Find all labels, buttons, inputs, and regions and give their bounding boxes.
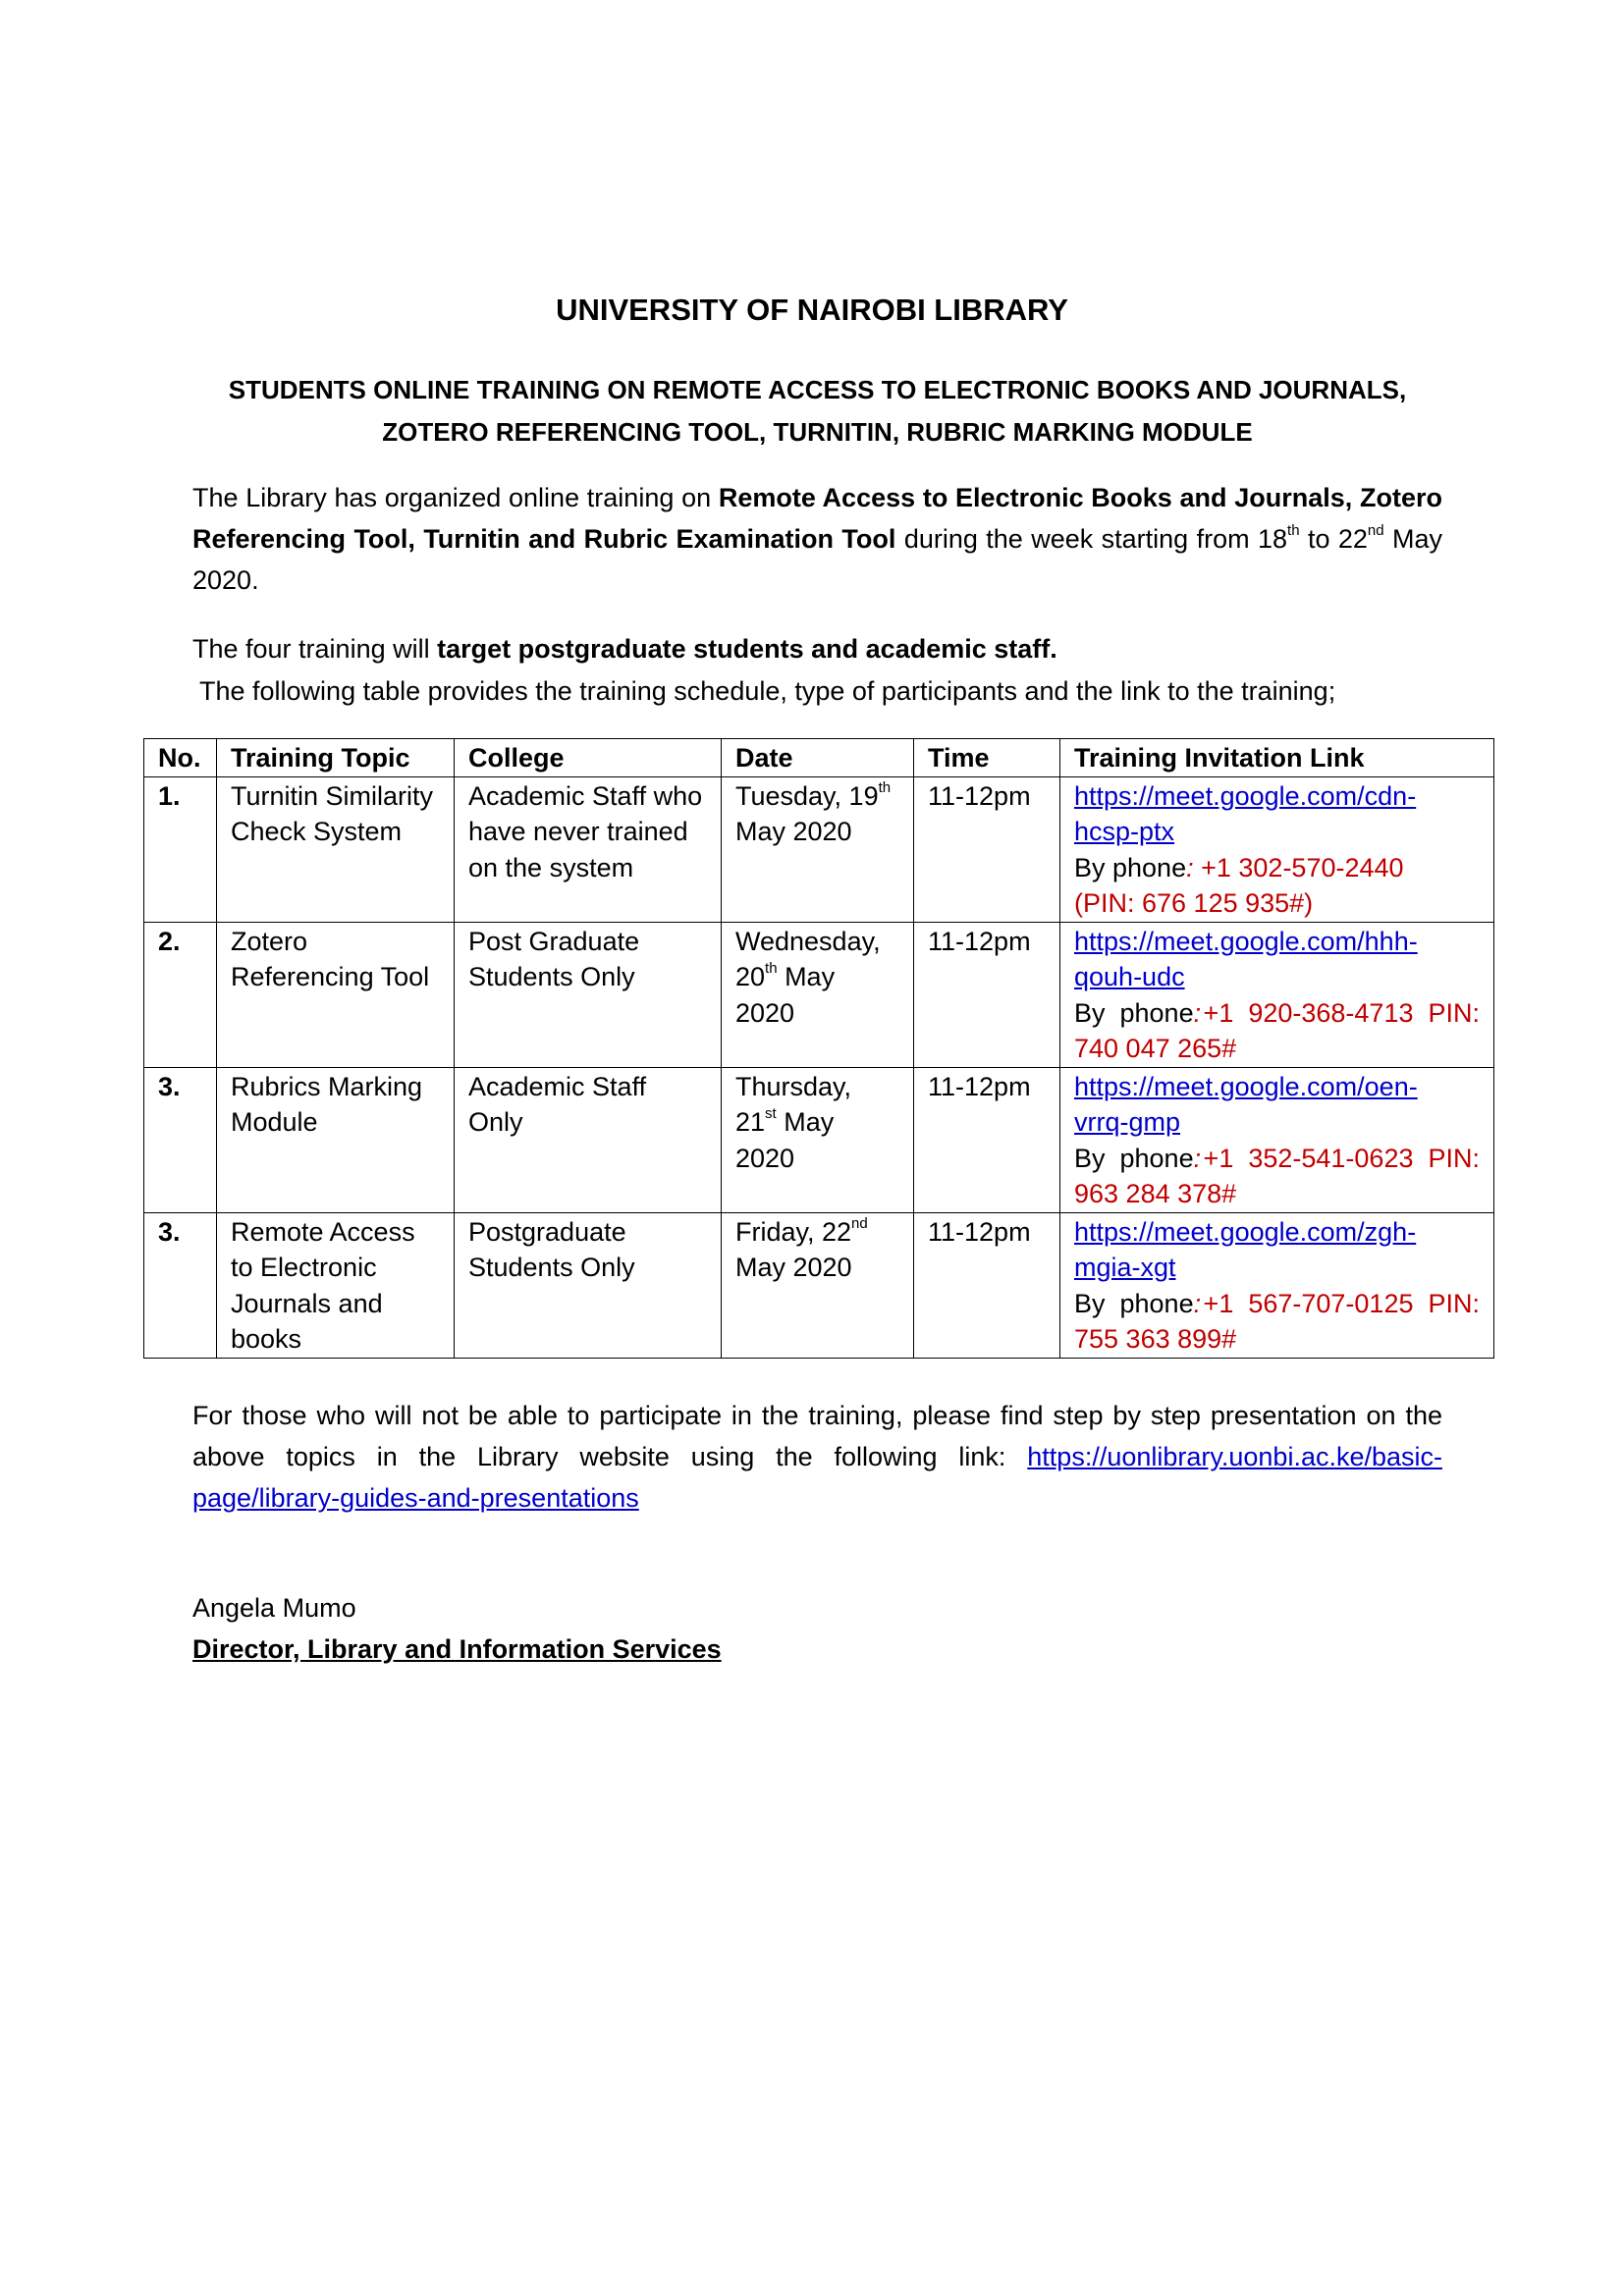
header-topic: Training Topic <box>217 739 455 777</box>
intro-bold-topics: Remote Access to Electronic Books and Journals, Zotero Referencing Tool, Turnitin and Rubric Examination Tool <box>192 483 1442 554</box>
row-college: Post Graduate Students Only <box>455 922 722 1067</box>
row-time: 11-12pm <box>914 922 1060 1067</box>
row-invitation <box>1060 776 1494 922</box>
signatory-name: Angela Mumo <box>192 1593 356 1623</box>
row-college: Academic Staff who have never trained on the system <box>455 776 722 922</box>
phone-pin: 755 363 899# <box>1074 1324 1237 1354</box>
meet-link[interactable]: https://meet.google.com/hhh- qouh-udc <box>1074 926 1418 991</box>
phone-line: By phone: +1 302-570-2440 <box>1074 852 1404 882</box>
row-date: Wednesday, 20th May 2020 <box>722 922 914 1067</box>
header-college: College <box>455 739 722 777</box>
table-row <box>144 922 1494 1067</box>
row-number: 2. <box>144 922 217 1067</box>
row-invitation <box>1060 922 1494 1067</box>
row-topic: Turnitin Similarity Check System <box>217 776 455 922</box>
header-no: No. <box>144 739 217 777</box>
table-intro-paragraph: The following table provides the training schedule, type of participants and the link to the training; <box>199 676 1336 706</box>
phone-pin: 740 047 265# <box>1074 1034 1237 1063</box>
library-guides-link[interactable]: https://uonlibrary.uonbi.ac.ke/basic-page/library-guides-and-presentations <box>192 1442 1442 1513</box>
meet-link[interactable]: https://meet.google.com/cdn- hcsp-ptx <box>1074 780 1417 846</box>
row-topic: Rubrics Marking Module <box>217 1067 455 1212</box>
row-invitation <box>1060 1067 1494 1212</box>
signatory-title: Director, Library and Information Services <box>192 1634 722 1664</box>
row-date: Friday, 22nd May 2020 <box>722 1212 914 1358</box>
target-paragraph: The four training will target postgraduate students and academic staff. <box>192 634 1057 664</box>
phone-pin: 963 284 378# <box>1074 1179 1237 1208</box>
row-topic: Zotero Referencing Tool <box>217 922 455 1067</box>
header-link: Training Invitation Link <box>1060 739 1494 777</box>
target-bold: target postgraduate students and academic staff. <box>437 634 1057 664</box>
meet-link[interactable]: https://meet.google.com/oen- vrrq-gmp <box>1074 1071 1418 1137</box>
intro-paragraph: The Library has organized online training on Remote Access to Electronic Books and Journals, Zotero Referencing Tool, Turnitin and Rubric Examination Tool during the week starting from 18th to 22nd May 2020. <box>192 483 1443 595</box>
table-row <box>144 776 1494 922</box>
phone-line: By phone: +1 920-368-4713 PIN: <box>1074 997 1480 1028</box>
phone-line: By phone: +1 567-707-0125 PIN: <box>1074 1288 1480 1318</box>
header-time: Time <box>914 739 1060 777</box>
row-invitation <box>1060 1212 1494 1358</box>
table-header-row <box>144 739 1494 777</box>
document-title: UNIVERSITY OF NAIROBI LIBRARY <box>556 293 1068 327</box>
row-time: 11-12pm <box>914 1067 1060 1212</box>
row-topic: Remote Access to Electronic Journals and books <box>217 1212 455 1358</box>
table-row <box>144 1212 1494 1358</box>
row-college: Academic Staff Only <box>455 1067 722 1212</box>
phone-line: By phone: +1 352-541-0623 PIN: <box>1074 1143 1480 1173</box>
row-date: Tuesday, 19th May 2020 <box>722 776 914 922</box>
meet-link[interactable]: https://meet.google.com/zgh- mgia-xgt <box>1074 1216 1417 1282</box>
table-row <box>144 1067 1494 1212</box>
closing-paragraph: For those who will not be able to participate in the training, please find step by step presentation on the above topics in the Library website using the following link: https://uonlibrary.uonbi.ac.ke/basic-page/library-guides-and-presentations <box>192 1401 1442 1513</box>
row-college: Postgraduate Students Only <box>455 1212 722 1358</box>
document-subtitle: STUDENTS ONLINE TRAINING ON REMOTE ACCESS TO ELECTRONIC BOOKS AND JOURNALS, ZOTERO REFERENCING TOOL, TURNITIN, RUBRIC MARKING MODULE <box>228 375 1407 447</box>
row-time: 11-12pm <box>914 1212 1060 1358</box>
phone-pin: (PIN: 676 125 935#) <box>1074 888 1314 918</box>
row-number: 3. <box>144 1212 217 1358</box>
row-date: Thursday, 21st May 2020 <box>722 1067 914 1212</box>
header-date: Date <box>722 739 914 777</box>
row-number: 1. <box>144 776 217 922</box>
training-schedule-table <box>143 738 1494 1359</box>
row-number: 3. <box>144 1067 217 1212</box>
row-time: 11-12pm <box>914 776 1060 922</box>
